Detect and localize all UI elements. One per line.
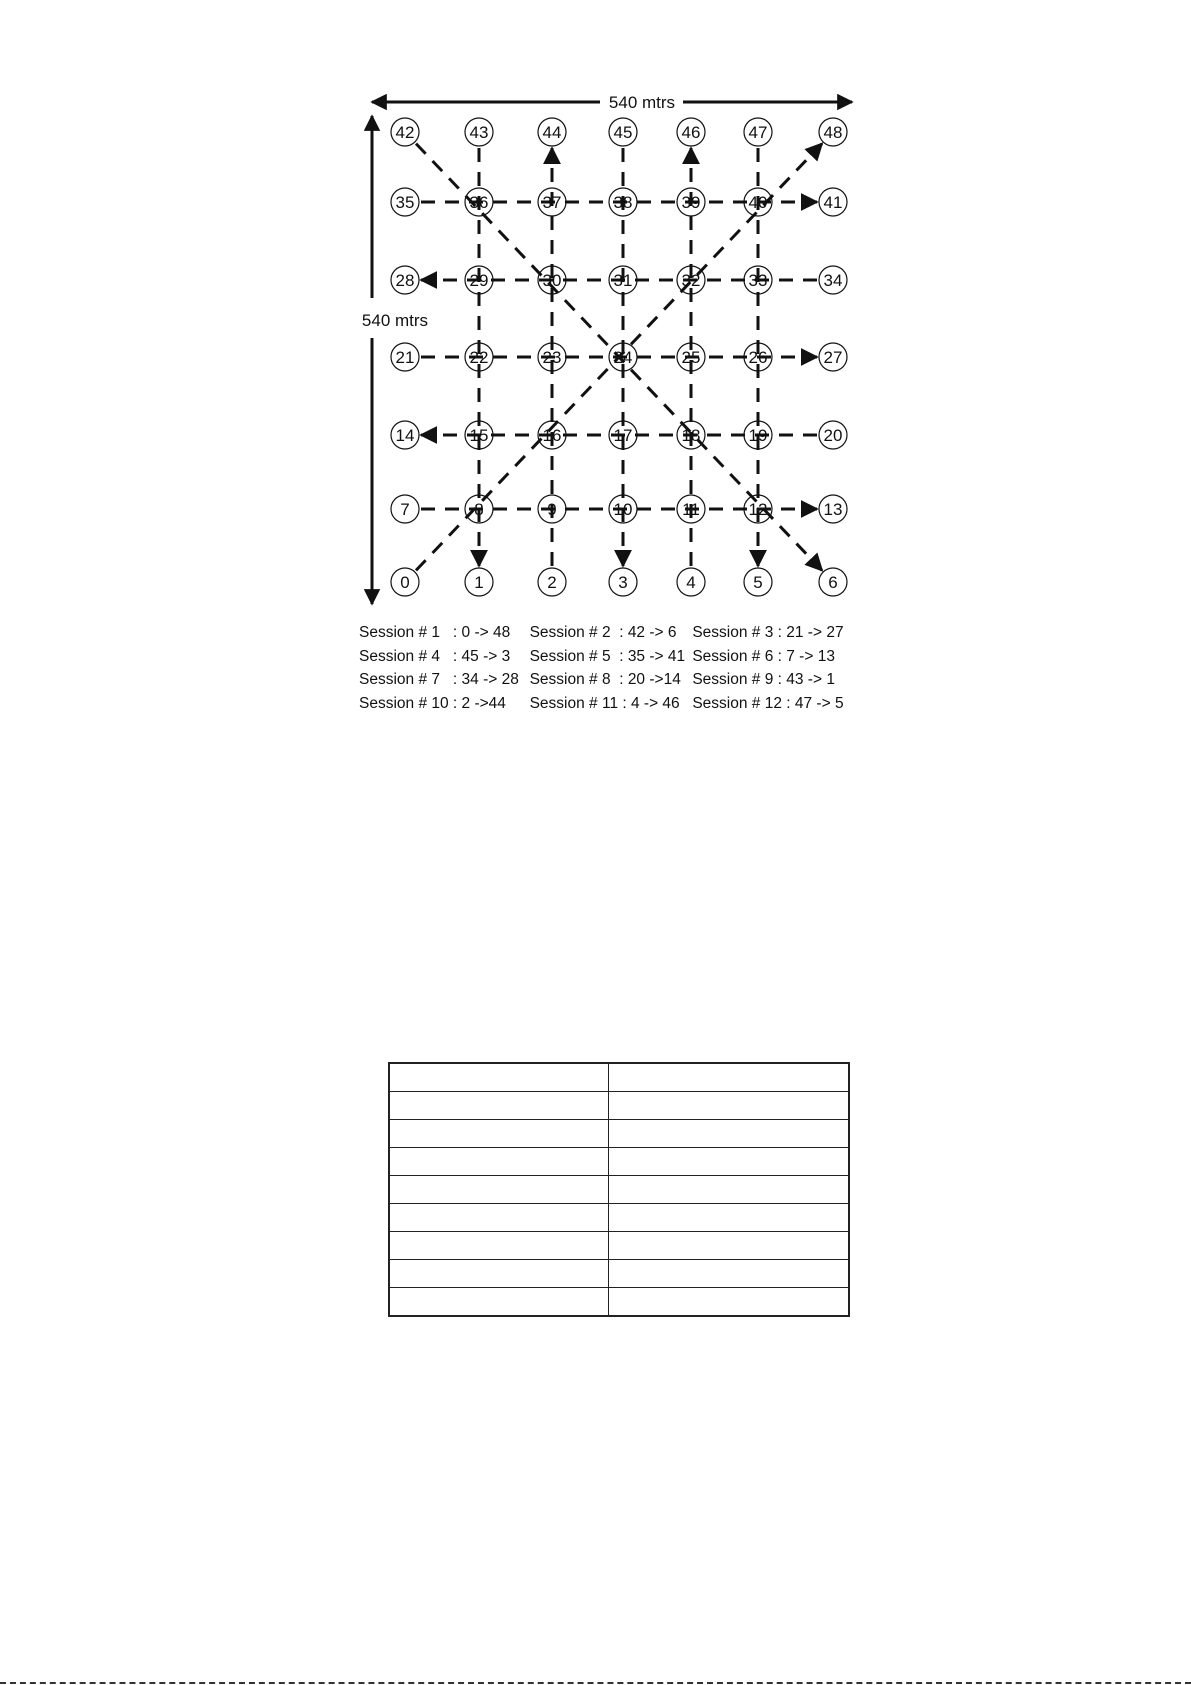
node-label: 38 — [613, 193, 633, 212]
session-legend-row — [359, 692, 859, 716]
node-label: 10 — [613, 500, 633, 519]
table-cell — [609, 1063, 850, 1092]
grid-node — [538, 118, 566, 146]
node-label: 27 — [823, 348, 843, 367]
table-cell — [609, 1120, 850, 1148]
grid-node — [819, 568, 847, 596]
grid-node — [538, 568, 566, 596]
table-row — [389, 1260, 849, 1288]
node-label: 7 — [400, 500, 410, 519]
grid-node — [819, 343, 847, 371]
session-legend-item: Session # 1 : 0 -> 48 — [359, 624, 511, 641]
table-cell — [609, 1204, 850, 1232]
node-label: 43 — [469, 123, 489, 142]
page-bottom-rule — [0, 1682, 1191, 1684]
grid-node — [391, 568, 419, 596]
node-label: 35 — [395, 193, 415, 212]
session-legend-row — [359, 668, 859, 692]
node-label: 14 — [395, 426, 415, 445]
node-label: 31 — [613, 271, 633, 290]
grid-node — [609, 495, 637, 523]
grid-node — [465, 266, 493, 294]
grid-node — [391, 421, 419, 449]
table-cell — [609, 1288, 850, 1317]
grid-node — [465, 343, 493, 371]
session-legend-item: Session # 6 : 7 -> 13 — [692, 647, 835, 665]
vertical-dimension-label: 540 mtrs — [361, 311, 429, 330]
node-label: 22 — [469, 348, 489, 367]
grid-node — [465, 118, 493, 146]
session-legend-item: Session # 5 : 35 -> 41 — [529, 647, 686, 665]
horizontal-dimension-label: 540 mtrs — [608, 93, 676, 112]
node-label: 34 — [823, 271, 843, 290]
grid-node — [677, 343, 705, 371]
node-label: 6 — [828, 573, 838, 592]
table-row — [389, 1204, 849, 1232]
node-label: 3 — [618, 573, 628, 592]
grid-node — [744, 568, 772, 596]
grid-node — [609, 568, 637, 596]
grid-node — [819, 495, 847, 523]
table-row — [389, 1288, 849, 1317]
node-label: 20 — [823, 426, 843, 445]
grid-node — [391, 266, 419, 294]
session-legend-row — [359, 621, 859, 645]
session-legend-item: Session # 3 : 21 -> 27 — [692, 624, 844, 641]
node-label: 5 — [753, 573, 763, 592]
grid-node — [465, 188, 493, 216]
node-label: 39 — [681, 193, 701, 212]
grid-nodes — [391, 118, 847, 596]
node-label: 11 — [682, 500, 700, 519]
table-cell — [389, 1288, 609, 1317]
grid-node — [677, 495, 705, 523]
table-row — [389, 1092, 849, 1120]
node-label: 48 — [823, 123, 843, 142]
node-label: 2 — [547, 573, 557, 592]
node-label: 1 — [474, 573, 484, 592]
grid-node — [391, 118, 419, 146]
grid-session-diagram — [0, 0, 1191, 700]
session-legend-item: Session # 12 : 47 -> 5 — [692, 694, 844, 712]
node-label: 45 — [613, 123, 633, 142]
grid-node — [538, 343, 566, 371]
node-label: 4 — [686, 573, 696, 592]
grid-node — [538, 421, 566, 449]
grid-node — [677, 266, 705, 294]
node-label: 21 — [395, 348, 415, 367]
node-label: 8 — [474, 500, 484, 519]
table-cell — [609, 1092, 850, 1120]
node-label: 17 — [613, 426, 633, 445]
node-label: 46 — [681, 123, 701, 142]
table-cell — [609, 1176, 850, 1204]
empty-table — [388, 1062, 850, 1317]
dimension-arrows — [362, 93, 852, 604]
table-row — [389, 1148, 849, 1176]
node-label: 24 — [613, 348, 633, 367]
node-label: 29 — [469, 271, 489, 290]
grid-node — [538, 266, 566, 294]
node-label: 28 — [395, 271, 415, 290]
grid-node — [465, 421, 493, 449]
node-label: 26 — [748, 348, 768, 367]
grid-node — [609, 118, 637, 146]
session-legend-item: Session # 4 : 45 -> 3 — [359, 647, 511, 665]
node-label: 19 — [748, 426, 768, 445]
session-legend-item: Session # 11 : 4 -> 46 — [529, 694, 680, 712]
table-cell — [389, 1120, 609, 1148]
table-cell — [389, 1063, 609, 1092]
table-cell — [389, 1232, 609, 1260]
node-label: 25 — [681, 348, 701, 367]
session-legend — [359, 621, 859, 715]
table-cell — [389, 1176, 609, 1204]
node-label: 37 — [542, 193, 562, 212]
node-label: 47 — [748, 123, 768, 142]
node-label: 18 — [681, 426, 701, 445]
node-label: 40 — [748, 193, 768, 212]
grid-node — [677, 568, 705, 596]
session-legend-item: Session # 10 : 2 ->44 — [359, 694, 506, 712]
grid-node — [819, 188, 847, 216]
session-legend-item: Session # 8 : 20 ->14 — [529, 671, 681, 688]
session-legend-item: Session # 9 : 43 -> 1 — [692, 671, 835, 688]
grid-node — [391, 188, 419, 216]
grid-node — [677, 118, 705, 146]
table-cell — [389, 1260, 609, 1288]
node-label: 44 — [542, 123, 562, 142]
table-cell — [609, 1232, 850, 1260]
grid-node — [677, 188, 705, 216]
node-label: 23 — [542, 348, 562, 367]
grid-node — [609, 421, 637, 449]
node-label: 16 — [542, 426, 562, 445]
node-label: 0 — [400, 573, 410, 592]
grid-node — [465, 568, 493, 596]
session-legend-row — [359, 645, 859, 669]
node-label: 36 — [469, 193, 489, 212]
table-row — [389, 1120, 849, 1148]
table-cell — [609, 1260, 850, 1288]
node-label: 33 — [748, 271, 768, 290]
grid-node — [609, 266, 637, 294]
table-cell — [389, 1092, 609, 1120]
grid-node — [819, 266, 847, 294]
table-cell — [609, 1148, 850, 1176]
grid-node — [744, 118, 772, 146]
grid-node — [609, 188, 637, 216]
node-label: 30 — [542, 271, 562, 290]
grid-node — [609, 343, 637, 371]
grid-node — [819, 421, 847, 449]
node-label: 9 — [547, 500, 557, 519]
grid-node — [391, 343, 419, 371]
table-row — [389, 1063, 849, 1092]
node-label: 41 — [823, 193, 843, 212]
grid-node — [538, 188, 566, 216]
grid-node — [819, 118, 847, 146]
node-label: 32 — [681, 271, 701, 290]
node-label: 42 — [395, 123, 415, 142]
session-legend-item: Session # 7 : 34 -> 28 — [359, 671, 519, 688]
session-legend-item: Session # 2 : 42 -> 6 — [529, 624, 677, 641]
table-cell — [389, 1204, 609, 1232]
grid-node — [391, 495, 419, 523]
table-row — [389, 1176, 849, 1204]
node-label: 15 — [469, 426, 489, 445]
node-label: 13 — [823, 500, 843, 519]
table-cell — [389, 1148, 609, 1176]
grid-node — [677, 421, 705, 449]
node-label: 12 — [748, 500, 768, 519]
table-row — [389, 1232, 849, 1260]
